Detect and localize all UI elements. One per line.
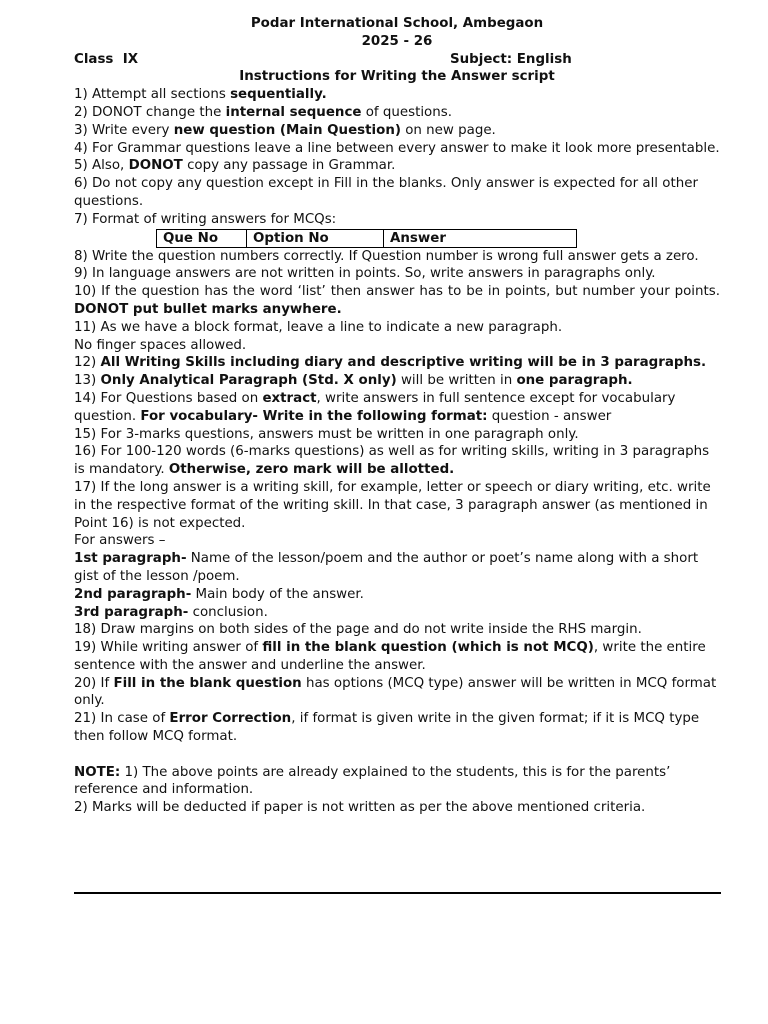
instruction-17: 17) If the long answer is a writing skill, for example, letter or speech or diary writing, etc. write in the respective format of the writing skill. In that case, 3 paragraph answer (as mentioned in Point 16) is not expected. [74, 479, 711, 531]
instruction-19: 19) While writing answer of fill in the blank question (which is not MCQ), write the entire sentence with the answer and underline the answer. [74, 640, 706, 673]
note-2: 2) Marks will be deducted if paper is not written as per the above mentioned criteria. [74, 800, 646, 816]
instruction-2: 2) DONOT change the internal sequence of questions. [74, 104, 452, 120]
instruction-21: 21) In case of Error Correction, if format is given write in the given format; if it is MCQ type then follow MCQ format. [74, 711, 700, 745]
school-name: Podar International School, Ambegaon [250, 16, 544, 31]
document-title: Instructions for Writing the Answer script [239, 69, 555, 85]
instruction-12: 12) All Writing Skills including diary and descriptive writing will be in 3 paragraphs. [74, 355, 707, 371]
paragraph-3-guide: 3rd paragraph- conclusion. [74, 604, 268, 620]
class-subject-row [74, 51, 720, 69]
instruction-13: 13) Only Analytical Paragraph (Std. X only) will be written in one paragraph. [74, 373, 633, 389]
note-1: NOTE: 1) The above points are already explained to the students, this is for the parents’ reference and information. [74, 764, 671, 798]
instruction-20: 20) If Fill in the blank question has options (MCQ type) answer will be written in MCQ format only. [74, 675, 717, 709]
instruction-4: 4) For Grammar questions leave a line between every answer to make it look more presentable. [74, 140, 720, 156]
class-label: Class IX [74, 51, 139, 67]
bottom-divider [74, 892, 721, 894]
instruction-16: 16) For 100-120 words (6-marks questions) as well as for writing skills, writing in 3 paragraphs is mandatory. Otherwise, zero mark will be allotted. [74, 444, 710, 478]
instruction-14: 14) For Questions based on extract, write answers in full sentence except for vocabulary question. For vocabulary- Write in the following format: question - answer [74, 390, 676, 424]
mcq-format-table [156, 229, 577, 248]
paragraph-1-guide: 1st paragraph- Name of the lesson/poem and the author or poet’s name along with a short gist of the lesson /poem. [74, 551, 699, 584]
instruction-8: 8) Write the question numbers correctly. If Question number is wrong full answer gets a zero. [74, 248, 699, 264]
for-answers-heading: For answers – [74, 533, 166, 549]
instruction-11: 11) As we have a block format, leave a line to indicate a new paragraph. [74, 319, 563, 335]
instruction-11-continued: No finger spaces allowed. [74, 337, 247, 353]
table-header-option-no: Option No [247, 229, 384, 247]
paragraph-2-guide: 2nd paragraph- Main body of the answer. [74, 586, 364, 602]
instruction-5: 5) Also, DONOT copy any passage in Grammar. [74, 158, 396, 174]
instruction-10: 10) If the question has the word ‘list’ then answer has to be in points, but number your points. DONOT put bullet marks anywhere. [74, 284, 720, 317]
instruction-9: 9) In language answers are not written in points. So, write answers in paragraphs only. [74, 266, 656, 282]
instruction-6: 6) Do not copy any question except in Fill in the blanks. Only answer is expected for all other questions. [74, 176, 698, 209]
instruction-document [74, 15, 720, 817]
instruction-15: 15) For 3-marks questions, answers must be written in one paragraph only. [74, 426, 579, 442]
instruction-18: 18) Draw margins on both sides of the page and do not write inside the RHS margin. [74, 622, 642, 638]
instruction-1: 1) Attempt all sections sequentially. [74, 87, 327, 103]
table-header-answer: Answer [384, 229, 577, 247]
table-header-que-no: Que No [157, 229, 247, 247]
academic-year: 2025 - 26 [361, 33, 433, 49]
instruction-7: 7) Format of writing answers for MCQs: [74, 211, 337, 227]
subject-label: Subject: English [450, 51, 572, 67]
spacer [74, 746, 720, 764]
instruction-3: 3) Write every new question (Main Question) on new page. [74, 122, 496, 138]
